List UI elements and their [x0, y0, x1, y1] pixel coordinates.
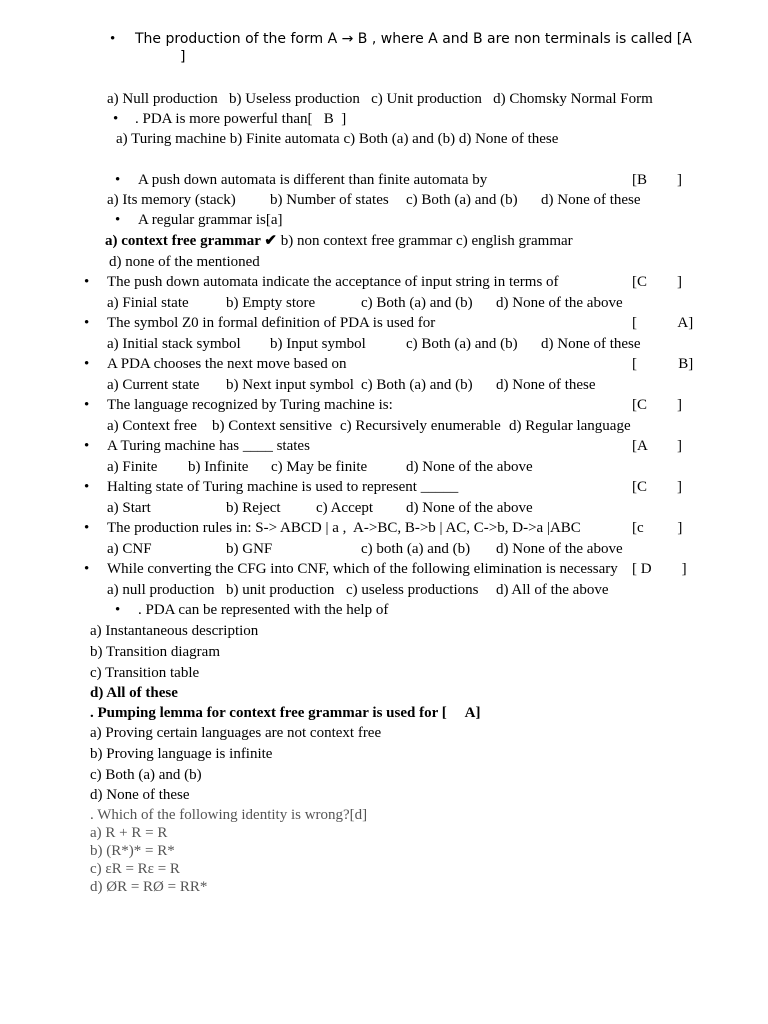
question-13: . PDA can be represented with the help of — [138, 602, 389, 618]
question-7-option-c: c) Both (a) and (b) — [361, 377, 473, 393]
question-9-option-d: d) None of the above — [406, 459, 533, 475]
question-8-answer: [C ] — [632, 397, 682, 413]
question-6-option-a: a) Initial stack symbol — [107, 336, 241, 352]
question-8-option-b: b) Context sensitive — [212, 418, 332, 434]
question-13-option-a: a) Instantaneous description — [90, 623, 259, 639]
question-4-options-rest: b) non context free grammar c) english grammar — [276, 233, 573, 249]
question-10-option-d: d) None of the above — [406, 500, 533, 516]
question-9: A Turing machine has ____ states — [107, 438, 310, 454]
question-14-option-c: c) Both (a) and (b) — [90, 767, 202, 783]
question-6: The symbol Z0 in formal definition of PDA is used for — [107, 315, 436, 331]
question-4-option-a: a) context free grammar ✔ — [105, 233, 277, 249]
question-15: . Which of the following identity is wrong?[d] — [90, 807, 368, 823]
question-5-option-b: b) Empty store — [226, 295, 316, 311]
question-7: A PDA chooses the next move based on — [107, 356, 347, 372]
question-9-option-c: c) May be finite — [271, 459, 368, 475]
question-3-option-a: a) Its memory (stack) — [107, 192, 236, 208]
question-12-option-a: a) null production — [107, 582, 215, 598]
question-12-option-b: b) unit production — [226, 582, 335, 598]
bullet: • — [113, 111, 119, 127]
question-4: A regular grammar is[a] — [138, 212, 283, 228]
question-10-answer: [C ] — [632, 479, 682, 495]
question-11-option-b: b) GNF — [226, 541, 273, 557]
question-1: The production of the form A → B , where A and B are non terminals is called [A — [135, 31, 692, 47]
bullet: • — [115, 172, 121, 188]
question-13-option-b: b) Transition diagram — [90, 644, 220, 660]
question-8-option-a: a) Context free — [107, 418, 197, 434]
question-12: While converting the CFG into CNF, which of the following elimination is necessary — [107, 561, 618, 577]
question-6-answer: [ A] — [632, 315, 694, 331]
question-4-option-d: d) none of the mentioned — [109, 254, 260, 270]
question-11-option-a: a) CNF — [107, 541, 152, 557]
question-4-options — [105, 232, 573, 250]
question-11: The production rules in: S-> ABCD | a , A->BC, B->b | AC, C->b, D->a |ABC — [107, 520, 581, 536]
question-10-option-c: c) Accept — [316, 500, 374, 516]
question-11-option-d: d) None of the above — [496, 541, 623, 557]
question-10: Halting state of Turing machine is used to represent _____ — [107, 479, 459, 495]
question-14: . Pumping lemma for context free grammar is used for [ A] — [90, 705, 481, 721]
question-7-answer: [ B] — [632, 356, 694, 372]
question-5-option-a: a) Finial state — [107, 295, 189, 311]
question-9-option-b: b) Infinite — [188, 459, 249, 475]
question-11-option-c: c) both (a) and (b) — [361, 541, 471, 557]
question-2-options: a) Turing machine b) Finite automata c) Both (a) and (b) d) None of these — [116, 131, 559, 147]
bullet: • — [110, 31, 116, 47]
question-9-option-a: a) Finite — [107, 459, 158, 475]
question-5-answer: [C ] — [632, 274, 682, 290]
question-3-option-c: c) Both (a) and (b) — [406, 192, 518, 208]
question-6-option-c: c) Both (a) and (b) — [406, 336, 518, 352]
question-3-option-b: b) Number of states — [270, 192, 389, 208]
question-9-answer: [A ] — [632, 438, 682, 454]
question-6-option-d: d) None of these — [541, 336, 641, 352]
question-3-option-d: d) None of these — [541, 192, 641, 208]
question-15-option-d: d) ØR = RØ = RR* — [90, 879, 208, 895]
bullet: • — [84, 438, 90, 454]
question-15-option-b: b) (R*)* = R* — [90, 843, 175, 859]
question-14-option-b: b) Proving language is infinite — [90, 746, 273, 762]
question-13-option-c: c) Transition table — [90, 665, 200, 681]
question-5: The push down automata indicate the acceptance of input string in terms of — [107, 274, 559, 290]
question-2: . PDA is more powerful than[ B ] — [135, 111, 347, 127]
question-1-answer-close: ] — [180, 49, 186, 65]
bullet: • — [84, 561, 90, 577]
question-10-option-a: a) Start — [107, 500, 151, 516]
question-12-answer: [ D ] — [632, 561, 687, 577]
bullet: • — [115, 602, 121, 618]
bullet: • — [84, 520, 90, 536]
question-15-option-c: c) εR = Rε = R — [90, 861, 180, 877]
bullet: • — [84, 397, 90, 413]
question-5-option-d: d) None of the above — [496, 295, 623, 311]
question-3-answer: [B ] — [632, 172, 682, 188]
question-8-option-d: d) Regular language — [509, 418, 631, 434]
question-15-option-a: a) R + R = R — [90, 825, 168, 841]
bullet: • — [115, 212, 121, 228]
question-1-options: a) Null production b) Useless production c) Unit production d) Chomsky Normal Form — [107, 91, 653, 107]
question-13-option-d: d) All of these — [90, 685, 178, 701]
question-7-option-b: b) Next input symbol — [226, 377, 354, 393]
bullet: • — [84, 274, 90, 290]
question-5-option-c: c) Both (a) and (b) — [361, 295, 473, 311]
question-10-option-b: b) Reject — [226, 500, 281, 516]
bullet: • — [84, 356, 90, 372]
question-12-option-c: c) useless productions — [346, 582, 479, 598]
question-3: A push down automata is different than finite automata by — [138, 172, 488, 188]
question-8: The language recognized by Turing machine is: — [107, 397, 393, 413]
question-7-option-d: d) None of these — [496, 377, 596, 393]
question-12-option-d: d) All of the above — [496, 582, 609, 598]
question-14-option-a: a) Proving certain languages are not context free — [90, 725, 382, 741]
bullet: • — [84, 315, 90, 331]
question-6-option-b: b) Input symbol — [270, 336, 366, 352]
bullet: • — [84, 479, 90, 495]
question-14-option-d: d) None of these — [90, 787, 190, 803]
question-7-option-a: a) Current state — [107, 377, 200, 393]
question-8-option-c: c) Recursively enumerable — [340, 418, 501, 434]
question-11-answer: [c ] — [632, 520, 683, 536]
